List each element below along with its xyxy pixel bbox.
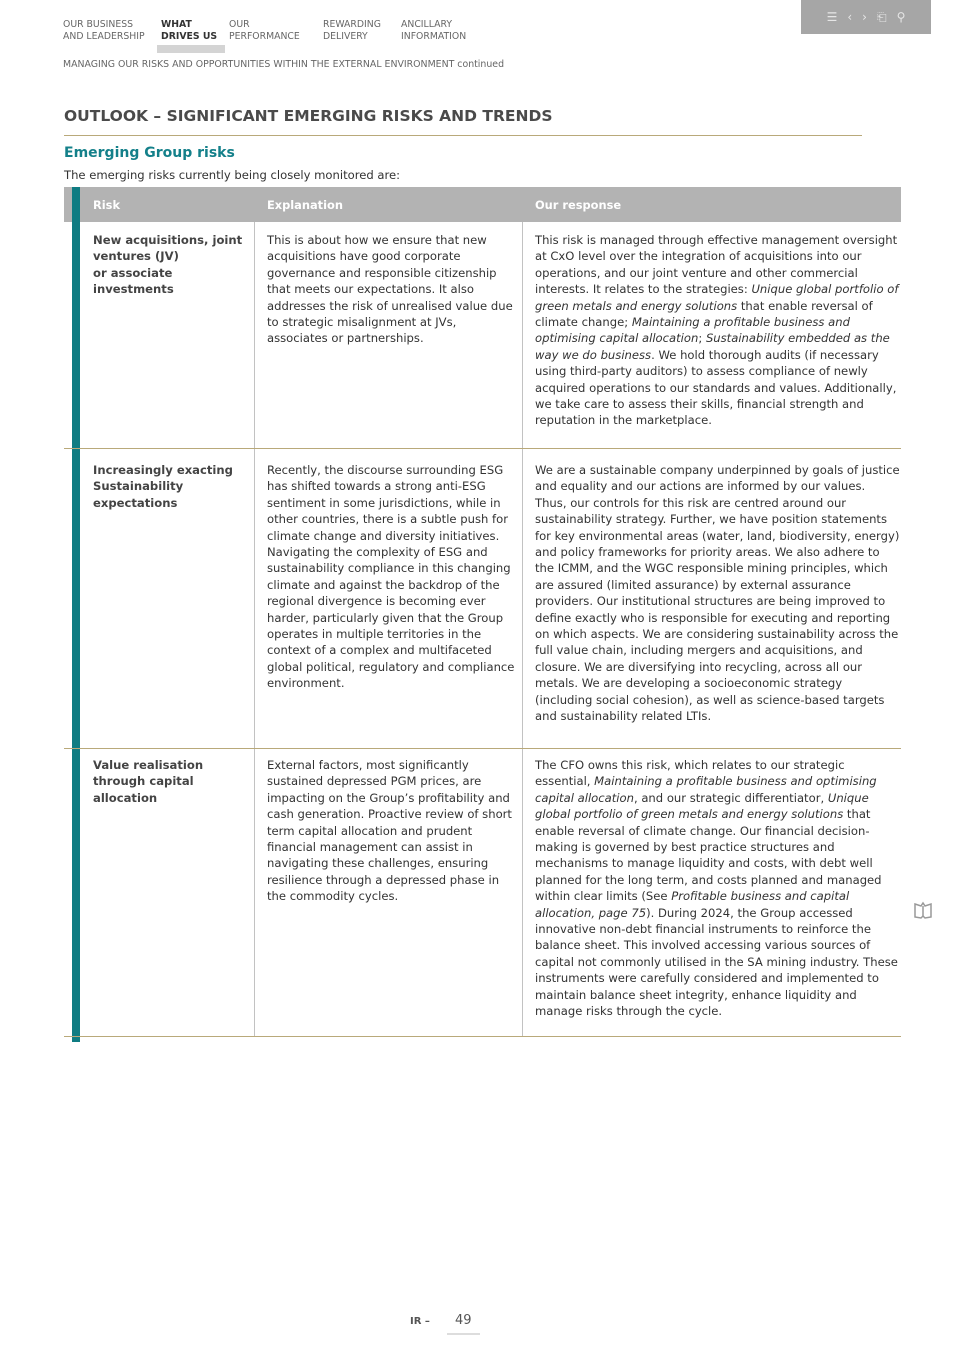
column-divider [254,222,255,1036]
nav-our-business[interactable] [63,19,145,43]
table-header [64,187,901,222]
column-divider [522,222,523,1036]
footer-report-label: IR – [410,1316,430,1327]
strategy-reference: Profitable business and capital allocation, page 75 [535,889,850,920]
text-segment: External factors, most significantly sustained depressed PGM prices, are impacting on the Group’s profitability and cash generation. Proactive review of short term capital allocation and prudent financial management can assist in navigating these challenges, ensuring resilience through a depressed phase in the commodity cycles. [267,758,512,904]
header-risk: Risk [93,198,121,212]
chevron-left-icon[interactable]: ‹ [847,10,853,24]
strategy-reference: Unique global portfolio of green metals and energy solutions [535,282,899,313]
cell-response [535,232,900,429]
nav-rewarding-delivery[interactable] [323,19,381,43]
search-icon[interactable]: ⚲ [896,10,906,24]
row-divider [64,448,901,449]
section-title: Emerging Group risks [64,145,235,161]
cell-explanation [267,232,519,347]
cell-risk [93,757,253,806]
nav-label: OUR BUSINESS [63,19,133,30]
text-segment: Recently, the discourse surrounding ESG has shifted towards a strong anti-ESG sentiment in some jurisdictions, while in other countries, there is a subtle push for climate change and diversity initiatives. Navigating the complexity of ESG and sustainability compliance in this changing climate and against the backdrop of the regional divergence is becoming ever harder, particularly given that the Group operates in multiple territories in the context of a complex and multifaceted global political, regulatory and compliance environment. [267,463,515,691]
strategy-reference: Sustainability embedded as the way we do business [535,331,890,362]
cell-risk [93,462,253,511]
row-divider [64,1036,901,1037]
strategy-reference: Maintaining a profitable business and optimising capital allocation [535,774,877,805]
strategy-reference: Unique global portfolio of green metals and energy solutions [535,790,869,822]
nav-what-drives-us[interactable] [161,19,217,43]
section-subheading: MANAGING OUR RISKS AND OPPORTUNITIES WITHIN THE EXTERNAL ENVIRONMENT continued [63,59,505,70]
header-explanation: Explanation [267,198,343,212]
text-segment: This is about how we ensure that new acquisitions have good corporate governance and responsible citizenship that meets our expectations. It also addresses the risk of unrealised value due to strategic misalignment at JVs, associates or partnerships. [267,233,513,346]
text-segment: . We hold thorough audits (if necessary using third-party auditors) to assess compliance of newly acquired operations to our standards and values. Additionally, we take care to assess their skills, financial strength and reputation in the marketplace. [535,347,897,428]
nav-label: ANCILLARY [401,19,453,30]
cell-explanation [267,757,519,905]
cell-explanation [267,462,519,692]
title-divider [64,135,862,136]
strategy-reference: Maintaining a profitable business and optimising capital allocation [535,315,850,346]
export-icon[interactable]: ⎗ [876,9,887,24]
cell-response [535,462,900,725]
menu-icon[interactable]: ☰ [826,10,838,24]
nav-ancillary-information[interactable] [401,19,466,43]
text-segment: New acquisitions, joint ventures (JV) or associate investments [93,233,243,297]
page-number-underline [447,1333,480,1335]
text-segment: The CFO owns this risk, which relates to our strategic essential, [535,758,845,789]
nav-label: PERFORMANCE [229,31,300,42]
nav-label: DRIVES US [161,31,218,42]
row-divider [64,748,901,749]
text-segment: ; [698,331,706,346]
chevron-right-icon[interactable]: › [862,10,867,24]
text-segment: Increasingly exacting Sustainability expectations [93,463,233,510]
nav-label: WHAT [161,19,192,30]
nav-label: AND LEADERSHIP [63,31,145,42]
book-icon[interactable] [913,900,933,925]
cell-risk [93,232,253,298]
nav-label: INFORMATION [401,31,467,42]
text-segment: We are a sustainable company underpinned by goals of justice and equality and our actions are informed by our values. Thus, our controls for this risk are centred around our sustainability strategy. Further, we have position statements for key environmental areas (water, land, biodiversity, energy) and policy frameworks for priority areas. We also adhere to the ICMM, and the WGC responsible mining principles, which are assured (limited assurance) by external assurance providers. Our institutional structures are being improved to define exactly who is responsible for executing and reporting on which aspects. We are considering sustainability across the full value chain, including mergers and acquisitions, and closure. We are diversifying into recycling, across all our metals. We are developing a socioeconomic strategy (including social cohesion), as well as science-based targets and sustainability related LTIs. [535,463,900,724]
cell-response [535,757,900,1020]
page-number: 49 [455,1313,472,1328]
text-segment: ). During 2024, the Group accessed innovative non-debt financial instruments to reinforce the balance sheet. This involved accessing various sources of capital not commonly utilised in the SA mining industry. These instruments were carefully considered and implemented to maintain balance sheet integrity, enhance liquidity and manage risks through the cycle. [535,905,898,1019]
accent-bar [72,187,80,1042]
header-response: Our response [535,198,622,212]
nav-label: DELIVERY [323,31,368,42]
text-segment: , and our strategic differentiator, [633,790,828,805]
text-segment: that enable reversal of climate change; [535,298,873,330]
nav-label: REWARDING [323,19,381,30]
page-title: OUTLOOK – SIGNIFICANT EMERGING RISKS AND TRENDS [64,107,553,125]
text-segment: Value realisation through capital allocation [93,758,204,805]
text-segment: This risk is managed through effective management oversight at CxO level over the integration of acquisitions into our operations, and our joint venture and other commercial interests. It relates to the strategies: [535,233,898,297]
toolbar [801,0,931,34]
active-nav-indicator [157,45,225,53]
intro-text: The emerging risks currently being closely monitored are: [64,168,401,182]
text-segment: that enable reversal of climate change. Our financial decision-making is governed by best practice structures and mechanisms to manage liquidity and costs, with debt well planned for the long term, and costs planned and managed within clear limits (See [535,807,882,904]
nav-our-performance[interactable] [229,19,300,43]
nav-label: OUR [229,19,250,30]
